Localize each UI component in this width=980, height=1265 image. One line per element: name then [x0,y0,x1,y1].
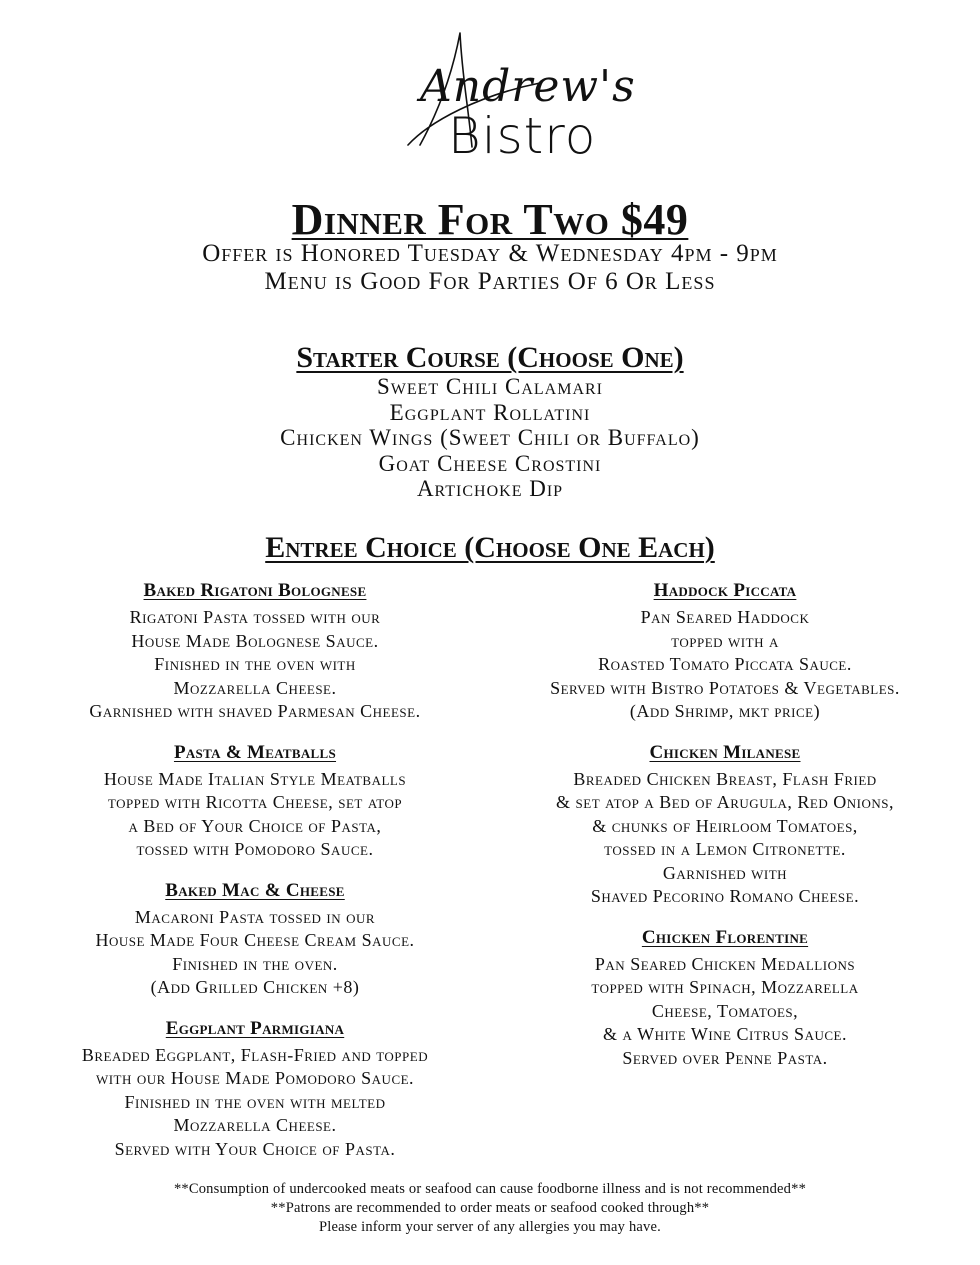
dish-line: & set atop a Bed of Arugula, Red Onions, [556,792,894,812]
starter-list [0,374,980,502]
menu-title: Dinner For Two $49 [291,195,689,244]
dish-line: Shaved Pecorino Romano Cheese. [590,886,860,906]
dish-chicken-florentine [510,925,940,1071]
dish-name: Baked Rigatoni Bolognese [143,580,367,601]
allergy-note: Please inform your server of any allergies you may have. [319,1219,661,1235]
dish-pasta-meatballs [40,740,470,862]
dish-line: Served with Bistro Potatoes & Vegetables. [550,677,900,698]
dish-line: Mozzarella Cheese. [173,677,337,698]
dish-line: Breaded Eggplant, Flash-Fried and topped [81,1044,429,1065]
dish-line: Mozzarella Cheese. [173,1115,337,1135]
dish-line: Pan Seared Chicken Medallions [594,953,856,974]
dish-line: Garnished with [662,862,788,883]
dish-name: Chicken Milanese [649,741,801,763]
dish-name: Pasta & Meatballs [173,741,337,763]
dish-line: Served with Your Choice of Pasta. [114,1138,396,1159]
offer-days: Offer is Honored Tuesday & Wednesday 4pm - 9pm [202,240,778,267]
dish-description [40,1044,470,1162]
dish-line: Pan Seared Haddock [640,607,810,627]
dish-eggplant-parmigiana [40,1016,470,1162]
dish-line: House Made Four Cheese Cream Sauce. [95,930,415,950]
dish-line: Cheese, Tomatoes, [651,1000,799,1021]
starter-item: Artichoke Dip [416,476,564,501]
dish-line: House Made Italian Style Meatballs [103,768,407,789]
dish-name: Eggplant Parmigiana [165,1017,345,1039]
dish-line: a Bed of Your Choice of Pasta, [128,815,382,836]
dish-name: Baked Mac & Cheese [165,879,345,901]
bistro-logo [390,25,636,165]
dish-description [510,606,940,724]
dish-line: Finished in the oven with [154,654,356,674]
dish-rigatoni-bolognese [40,578,470,724]
dish-line: tossed with Pomodoro Sauce. [136,839,374,859]
dish-line: House Made Bolognese Sauce. [131,630,379,651]
dish-description [510,768,940,909]
entree-column-left [40,578,470,1161]
dish-line: with our House Made Pomodoro Sauce. [95,1068,415,1088]
dish-line: & chunks of Heirloom Tomatoes, [592,815,858,836]
dish-line: topped with Ricotta Cheese, set atop [107,792,403,812]
dish-line: Finished in the oven. [172,953,338,974]
dish-line: Rigatoni Pasta tossed with our [129,607,381,627]
dish-chicken-milanese [510,740,940,909]
dish-haddock-piccata [510,578,940,724]
dish-mac-cheese [40,878,470,1000]
dish-line: & a White Wine Citrus Sauce. [603,1024,847,1044]
starter-item: Sweet Chili Calamari [376,374,604,399]
dish-line: topped with Spinach, Mozzarella [591,977,859,997]
dish-line: (Add Grilled Chicken +8) [150,977,360,997]
entree-heading: Entree Choice (Choose One Each) [265,531,715,564]
dish-line: Macaroni Pasta tossed in our [134,906,376,927]
dish-line: Breaded Chicken Breast, Flash Fried [573,768,877,789]
cooked-through-note: **Patrons are recommended to order meats or seafood cooked through** [270,1200,710,1216]
dish-line: (Add Shrimp, mkt price) [629,701,821,721]
dish-description [40,768,470,862]
dish-line: Finished in the oven with melted [124,1091,386,1112]
logo-bistro-text: Bistro [448,107,597,165]
dish-line: Roasted Tomato Piccata Sauce. [598,654,852,674]
footer-disclaimer [0,1180,980,1237]
starter-item: Chicken Wings (Sweet Chili or Buffalo) [280,425,700,450]
dish-line: Garnished with shaved Parmesan Cheese. [89,701,421,721]
dish-line: topped with a [671,630,779,651]
starter-item: Eggplant Rollatini [389,399,591,425]
dish-description [40,606,470,724]
party-size-note: Menu is Good For Parties Of 6 Or Less [264,268,716,295]
starter-item: Goat Cheese Crostini [378,450,602,476]
dish-description [40,906,470,1000]
starter-heading: Starter Course (Choose One) [296,341,684,374]
dish-line: tossed in a Lemon Citronette. [604,839,846,859]
entree-column-right [510,578,940,1070]
dish-description [510,953,940,1071]
dish-name: Haddock Piccata [653,580,797,601]
food-safety-warning: **Consumption of undercooked meats or seafood can cause foodborne illness and is not recommended** [173,1181,807,1197]
dish-name: Chicken Florentine [641,926,809,948]
dish-line: Served over Penne Pasta. [622,1047,828,1068]
logo-andrews-text: Andrew's [420,61,636,112]
